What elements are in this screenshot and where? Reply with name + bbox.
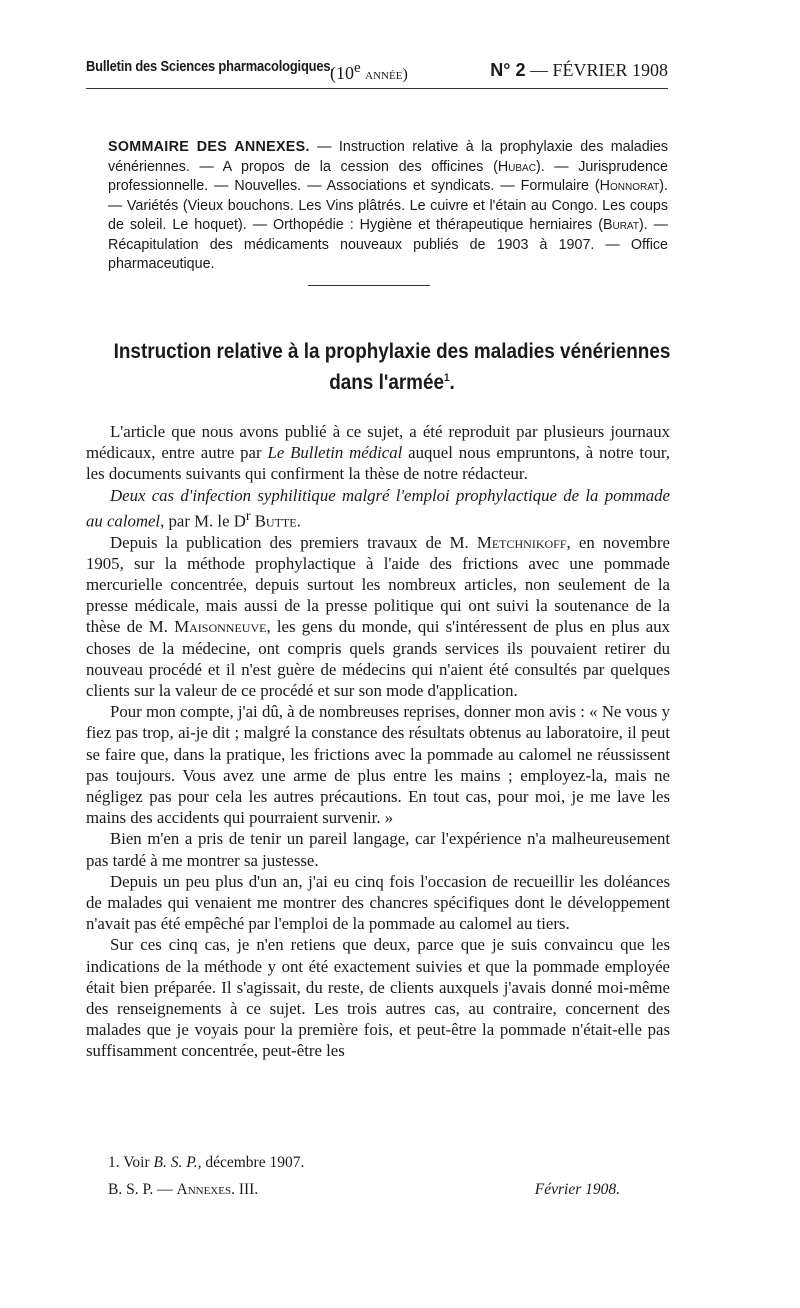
article-title: Instruction relative à la prophylaxie des maladies vénériennes dans l'armée$^1$. (113, 340, 671, 394)
article-body (86, 421, 670, 1062)
running-header (86, 58, 668, 89)
footnote-marker: 1 (444, 372, 450, 384)
footer-date: Février 1908. (534, 1181, 620, 1198)
issue-info: N° 2 — FÉVRIER 1908 (490, 60, 668, 80)
paragraph: Depuis la publication des premiers travaux de M. Metchnikoff, en novembre 1905, sur la méthode prophylactique à l'aide des frictions avec une pommade mercurielle concentrée, depuis surtout les nombreux articles, non seulement de la presse médicale, mais aussi de la presse politique qui ont suivi la soutenance de la thèse de M. Maisonneuve, les gens du monde, qui s'intéressent de plus en plus aux choses de la médecine, ont compris quels grands services ils pouvaient retirer du nouveau procédé et il n'est guère de médecins qui n'aient été consultés par quelques clients sur la valeur de ce procédé et sur son mode d'application. (86, 532, 671, 701)
paragraph: Depuis un peu plus d'un an, j'ai eu cinq fois l'occasion de recueillir les doléances de malades qui venaient me montrer des chancres spécifiques dont le développement n'avait pas été empêché par l'emploi de la pommade au calomel au tiers. (86, 871, 670, 934)
paragraph: Bien m'en a pris de tenir un pareil langage, car l'expérience n'a malheureusement pas tardé à me montrer sa justesse. (86, 829, 670, 870)
paragraph: Sur ces cinq cas, je n'en retiens que deux, parce que je suis convaincu que les indications de la méthode y ont été exactement suivies et que la pommade employée était bien préparée. Il s'agissait, du reste, de clients auxquels j'avais donné moi-même des renseignements à ce sujet. Les trois autres cas, au contraire, concernent des malades que je voyais pour la première fois, et peut-être la pommade n'était-elle pas suffisamment concentrée, peut-être les (86, 935, 670, 1061)
sommaire-annexes: SOMMAIRE DES ANNEXES. — Instruction relative à la prophylaxie des maladies vénériennes. — A propos de la cession des officines (Hubac). — Jurisprudence professionnelle. — Nouvelles. — Associations et syndicats. — Formulaire (Honnorat). — Variétés (Vieux bouchons. Les Vins plâtrés. Le cuivre et l'étain au Congo. Les coups de soleil. Le hoquet). — Orthopédie : Hygiène et thérapeutique herniaires (Burat). — Récapitulation des médicaments nouveaux publiés de 1903 à 1907. — Office pharmaceutique. (108, 139, 669, 272)
paragraph: L'article que nous avons publié à ce sujet, a été reproduit par plusieurs journaux médicaux, entre autre par Le Bulletin médical auquel nous empruntons, à notre tour, les documents suivants qui confirment la thèse de notre rédacteur. (86, 422, 670, 484)
paragraph: Pour mon compte, j'ai dû, à de nombreuses reprises, donner mon avis : « Ne vous y fiez pas trop, ai-je dit ; malgré la constance des résultats obtenus au laboratoire, il peut se faire que, dans la pratique, les frictions avec la pommade au calomel ne réussissent pas toujours. Vous avez une arme de plus entre les mains ; employez-la, mais ne négligez pas pour cela les autres précautions. En tout cas, pour moi, je me lave les mains des accidents qui pourraient survenir. » (86, 702, 670, 828)
page-footer (108, 1181, 620, 1199)
section-divider (308, 285, 430, 286)
footnote: 1. Voir B. S. P., décembre 1907. (108, 1154, 305, 1171)
journal-title: Bulletin des Sciences pharmacologiques. (86, 58, 334, 75)
footer-reference: B. S. P. — Annexes. III. (108, 1181, 259, 1198)
paragraph: Deux cas d'infection syphilitique malgré l'emploi prophylactique de la pommade au calomel, par M. le $D^r$ Butte. (86, 485, 670, 531)
journal-year: (10e année) (330, 60, 408, 83)
